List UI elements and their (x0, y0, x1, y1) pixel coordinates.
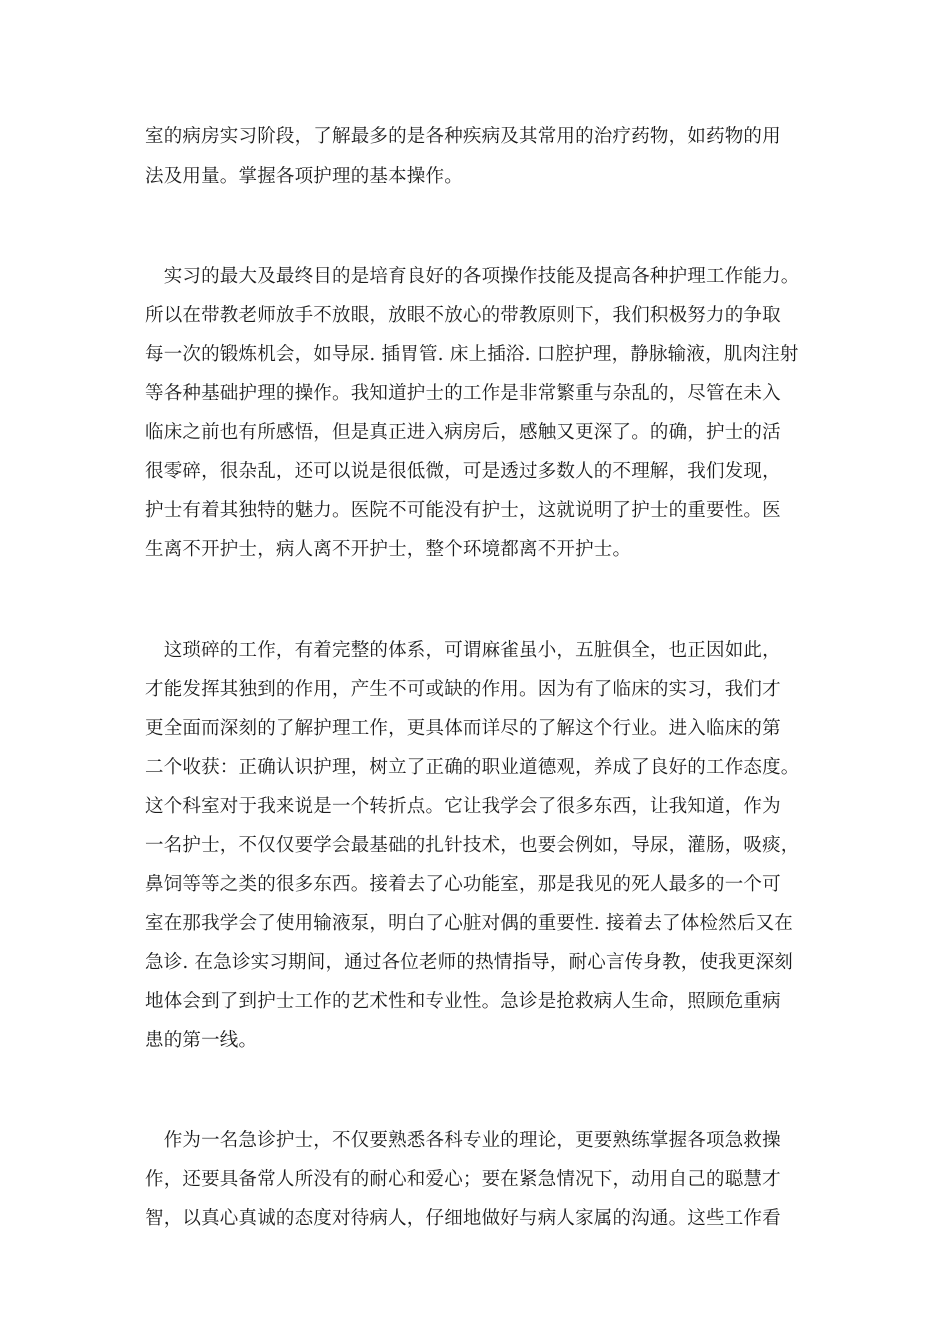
paragraph-3-line-3: 更全面而深刻的了解护理工作，更具体而详尽的了解这个行业。进入临床的第 (145, 718, 781, 739)
paragraph-1-line-1: 室的病房实习阶段，了解最多的是各种疾病及其常用的治疗药物，如药物的用 (145, 126, 781, 147)
paragraph-3-line-10: 地体会到了到护士工作的艺术性和专业性。急诊是抢救病人生命，照顾危重病 (145, 991, 781, 1012)
paragraph-3-line-1: 这琐碎的工作，有着完整的体系，可谓麻雀虽小，五脏俱全，也正因如此， (145, 640, 781, 661)
paragraph-3-line-9: 急诊. 在急诊实习期间，通过各位老师的热情指导，耐心言传身教，使我更深刻 (145, 952, 793, 973)
paragraph-4-line-1: 作为一名急诊护士，不仅要熟悉各科专业的理论，更要熟练掌握各项急救操 (145, 1130, 781, 1151)
paragraph-2-line-7: 护士有着其独特的魅力。医院不可能没有护士，这就说明了护士的重要性。医 (145, 500, 781, 521)
paragraph-3-line-6: 一名护士，不仅仅要学会最基础的扎针技术，也要会例如，导尿，灌肠，吸痰， (145, 835, 800, 856)
paragraph-2-line-1: 实习的最大及最终目的是培育良好的各项操作技能及提高各种护理工作能力。 (145, 266, 800, 287)
paragraph-4-line-2: 作，还要具备常人所没有的耐心和爱心；要在紧急情况下，动用自己的聪慧才 (145, 1169, 781, 1190)
paragraph-1-line-2: 法及用量。掌握各项护理的基本操作。 (145, 166, 463, 187)
paragraph-2-line-2: 所以在带教老师放手不放眼，放眼不放心的带教原则下，我们积极努力的争取 (145, 305, 781, 326)
paragraph-3-line-5: 这个科室对于我来说是一个转折点。它让我学会了很多东西，让我知道，作为 (145, 796, 781, 817)
paragraph-3-line-8: 室在那我学会了使用输液泵，明白了心脏对偶的重要性. 接着去了体检然后又在 (145, 913, 793, 934)
paragraph-3-line-4: 二个收获：正确认识护理，树立了正确的职业道德观，养成了良好的工作态度。 (145, 757, 800, 778)
paragraph-4-line-3: 智，以真心真诚的态度对待病人，仔细地做好与病人家属的沟通。这些工作看 (145, 1208, 781, 1229)
paragraph-3-line-7: 鼻饲等等之类的很多东西。接着去了心功能室，那是我见的死人最多的一个可 (145, 874, 781, 895)
paragraph-2-line-4: 等各种基础护理的操作。我知道护士的工作是非常繁重与杂乱的，尽管在未入 (145, 383, 781, 404)
paragraph-3-line-11: 患的第一线。 (145, 1030, 258, 1051)
paragraph-3-line-2: 才能发挥其独到的作用，产生不可或缺的作用。因为有了临床的实习，我们才 (145, 679, 781, 700)
paragraph-2-line-3: 每一次的锻炼机会，如导尿. 插胃管. 床上插浴. 口腔护理，静脉输液，肌肉注射 (145, 344, 799, 365)
paragraph-2-line-5: 临床之前也有所感悟，但是真正进入病房后，感触又更深了。的确，护士的活 (145, 422, 781, 443)
paragraph-2-line-6: 很零碎，很杂乱，还可以说是很低微，可是透过多数人的不理解，我们发现， (145, 461, 781, 482)
paragraph-2-line-8: 生离不开护士，病人离不开护士，整个环境都离不开护士。 (145, 539, 632, 560)
